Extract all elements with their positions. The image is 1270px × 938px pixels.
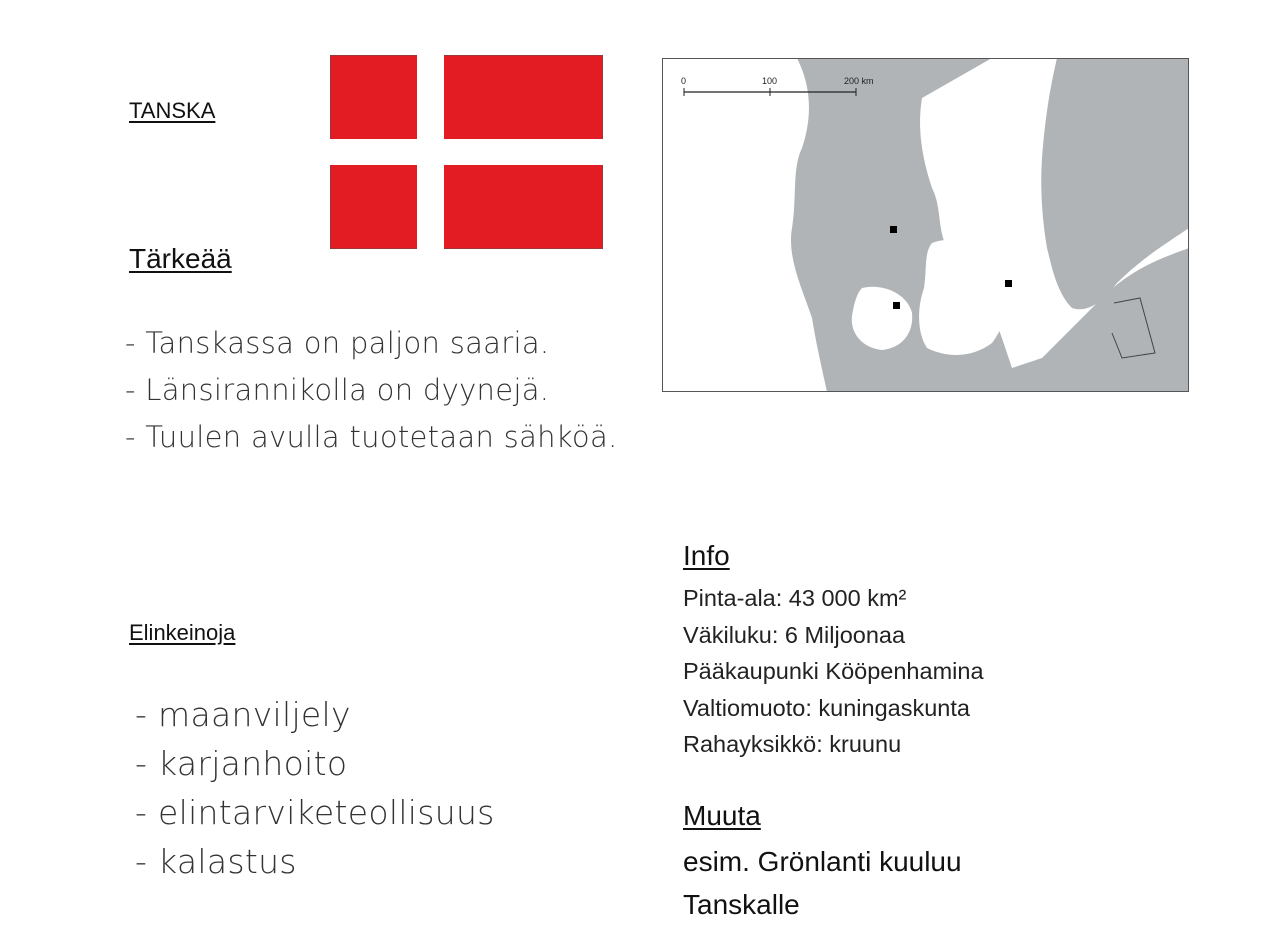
denmark-map [662, 58, 1189, 392]
map-scale-label: 0 [681, 76, 687, 86]
info-item: Pääkaupunki Kööpenhamina [683, 658, 984, 684]
industry-item: - maanviljely [135, 695, 351, 734]
industries-list [135, 690, 495, 886]
map-city-marker [1005, 280, 1012, 287]
industry-item: - karjanhoito [135, 744, 348, 783]
important-heading: Tärkeää [129, 243, 232, 274]
important-item: - Tanskassa on paljon saaria. [125, 326, 550, 360]
important-list [125, 320, 618, 461]
map-city-marker [893, 302, 900, 309]
flag-cross-horizontal [330, 139, 603, 165]
page-title: TANSKA [129, 98, 216, 123]
info-item: Pinta-ala: 43 000 km² [683, 585, 907, 611]
denmark-flag [330, 55, 603, 249]
important-item: - Tuulen avulla tuotetaan sähköä. [125, 420, 618, 454]
other-text: esim. Grönlanti kuuluu Tanskalle [683, 846, 962, 920]
map-city-marker [890, 226, 897, 233]
info-item: Rahayksikkö: kruunu [683, 731, 902, 757]
info-item: Valtiomuoto: kuningaskunta [683, 694, 970, 721]
industry-item: - kalastus [135, 842, 297, 881]
important-item: - Länsirannikolla on dyynejä. [125, 373, 550, 407]
info-heading: Info [683, 540, 730, 571]
info-list [683, 580, 984, 763]
map-scale-label: 100 [762, 76, 778, 86]
industry-item: - elintarviketeollisuus [135, 793, 495, 832]
info-item: Väkiluku: 6 Miljoonaa [683, 621, 906, 648]
other-heading: Muuta [683, 800, 761, 831]
map-scale-label: 200 km [844, 76, 874, 86]
industries-heading: Elinkeinoja [129, 620, 236, 645]
